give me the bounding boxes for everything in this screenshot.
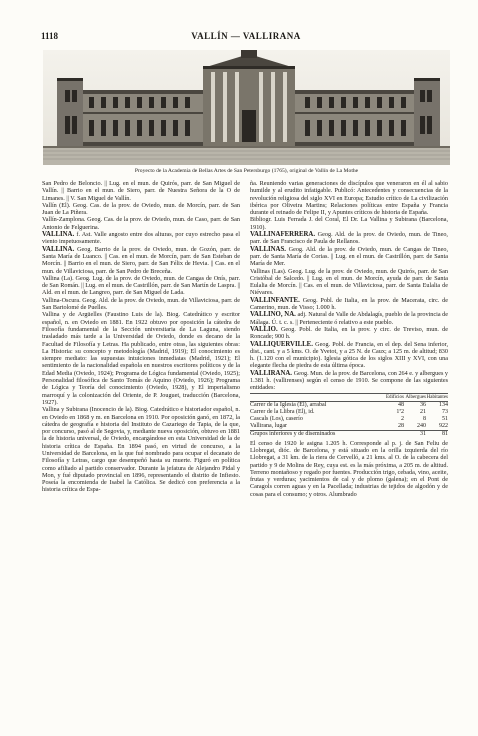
headword: VALLINAS. [250, 245, 289, 253]
table-cell: 73 [442, 408, 448, 415]
headword: VALLINAFERRERA. [250, 231, 318, 239]
entry-paragraph: El censo de 1920 le asigna 1.205 h. Corresponde al p. j. de San Feliu de Llobregat, dióc. de Barcelona, y está situado en la orilla izquierda del río Llobregat, a 31 km. de la riera de Cervelló, a 21 kms. al O. de la cabecera del partido y 9 de Molins de Rey, cuya est. es la más próxima, a 205 m. de altitud. Terreno montañoso y regado por fuentes. Producción trigo, cebada, vino, aceite, frutas y verduras; yacimientos de cal y de plomo (galena); en el Pont de Caragols corren aguas y en la Pacellada; industrias de tejidos de algodón y de cosas para el consumo; y otros. Alumbrado [250, 439, 448, 498]
entry-paragraph: VALLINAS. Geog. Ald. de la prov. de Oviedo, mun. de Cangas de Tineo, parr. de Santa María de Corias. || Lug. en el mun. de Castrillón, parr. de Santa María de Mer. [250, 245, 448, 268]
entry-paragraph: Vallinas (Las). Geog. Lug. de la prov. de Oviedo, mun. de Quirós, parr. de San Cristóbal de Salcedo. || Lug. en el mun. de Morcín, ayuda de parr. de Santa Eulalia de Morcín. || Cas. en el mun. de Villaviciosa, parr. de Santa Eulalia de Niévares. [250, 267, 448, 297]
table-header: Edificios [382, 393, 404, 401]
figure-caption: Proyecto de la Academia de Bellas Artes de San Petersburgo (1765), original de Vallín de La Mothe [134, 168, 359, 174]
page-number: 1118 [41, 31, 59, 41]
headword: VALLINA. [42, 231, 77, 239]
table-row [250, 401, 448, 409]
headword: VALLIQUERVILLE. [250, 340, 316, 348]
table-cell: Carrer de la Llibra (El), id. [250, 408, 315, 415]
table-row [250, 423, 448, 431]
table-cell: 51 [442, 415, 448, 422]
table-cell: 922 [439, 422, 448, 429]
page-header [41, 31, 451, 45]
table-cell: 36 [420, 401, 426, 408]
table-cell: 8 [423, 415, 426, 422]
entry-paragraph: San Pedro de Beloncio. || Lug. en el mun. de Quirós, parr. de San Miguel de Vallín. || Barrio en el mun. de Siero, parr. de Nuestra Señora de la O de Limanes. || V. San Miguel de Vallín. [42, 180, 240, 202]
table-cell: Carrer de la Iglesia (El), arrabal [250, 401, 327, 408]
entry-paragraph: Vallina (La). Geog. Lug. de la prov. de Oviedo, mun. de Cangas de Onís, parr. de San Román. || Lug. en el mun. de Castrillón, parr. de San Martín de Laspra. || Ald. en el mun. de Langreo, parr. de San Miguel de Lada. [42, 274, 240, 297]
entry-paragraph: VALLIO. Geog. Pobl. de Italia, en la prov. y circ. de Treviso, mun. de Roncade; 900 h. [250, 325, 448, 341]
entry-paragraph: VALLINA. f. Ast. Valle angosto entre dos alturas, por cuyo estrecho pasa el viento impetuosamente. [42, 231, 240, 246]
headword: VALLIRANA. [250, 369, 294, 377]
entry-paragraph: VALLINFANTE. Geog. Pobl. de Italia, en la prov. de Macerata, circ. de Camerino, mun. de Visso; 1.000 h. [250, 296, 448, 312]
entry-paragraph: Vallina y de Argüelles (Faustino Luis de la). Biog. Catedrático y escritor español, n. en Oviedo en 1881. En 1922 obtuvo por oposición la cátedra de Filosofía fundamental de la Sección universitaria de La Laguna, siendo trasladado más tarde a la Universidad de Oviedo, donde es decano de la Facultad de Filosofía y Letras. Ha publicado, entre otras, las siguientes obras: La Historia: su concepto y metodología (Madrid, 1919); El conocimiento es siempre mediato: las supuestas intuiciones inmediatas (Madrid, 1921); El sentimiento de la nacionalidad española en nuestros escritores políticos y de la Edad Media (Oviedo, 1924); Programa de Lógica fundamental (Oviedo, 1925); Personalidad filosófica de Santo Tomás de Aquino (Oviedo, 1926); Programa de Lógica y Teoría del conocimiento (Oviedo, 1928), y El imperialismo marroquí y la colonización del Oriente, de P. Jouguet, traducción (Barcelona, 1927). [42, 311, 240, 406]
table-header: Habitantes [426, 394, 448, 400]
table-cell: 31 [404, 430, 426, 438]
table-row [250, 416, 448, 423]
vallirana-entities-table [250, 393, 448, 438]
entry-paragraph: Vallina-Oscura. Geog. Ald. de la prov. de Oviedo, mun. de Villaviciosa, parr. de San Bartolomé de Puelles. [42, 296, 240, 312]
table-cell: Grupos inferiores y de diseminados [250, 430, 382, 438]
entry-paragraph: VALLINO, NA. adj. Natural de Valle de Abdalagís, pueblo de la provincia de Málaga. Ú. t. c. s. || Perteneciente ó relativo a este pueblo. [250, 311, 448, 326]
headword: VALLIO. [250, 325, 281, 333]
table-cell: 28 [398, 422, 404, 429]
academy-building-engraving [43, 50, 450, 165]
table-cell: 240 [417, 422, 426, 429]
entry-paragraph: VALLINA. Geog. Barrio de la prov. de Oviedo, mun. de Gozón, parr. de Santa María de Luanco. || Cas. en el mun. de Morcín, parr. de San Esteban de Morcín. || Barrio en el mun. de Siero, parr. de San Félix de Hevia. || Cas. en el mun. de Villaviciosa, parr. de San Pedro de Breceña. [42, 245, 240, 275]
table-cell: 81 [426, 430, 448, 438]
table-header-row [250, 393, 448, 401]
table-cell: Cascals (Los), caserío [250, 415, 303, 422]
table-cell: 134 [439, 401, 448, 408]
entry-paragraph: Vallín (El). Geog. Cas. de la prov. de Oviedo, mun. de Morcín, parr. de San Juan de La Piñera. [42, 201, 240, 217]
entry-paragraph: VALLIRANA. Geog. Mun. de la prov. de Barcelona, con 264 e. y albergues y 1.381 h. (vallirenses) según el censo de 1910. Se compone de las siguientes entidades: [250, 369, 448, 392]
entry-paragraph: Bibliogr. Luis Ferrada J. del Coral, El Dr. La Vallina y Subirana (Barcelona, 1910). [250, 216, 448, 231]
right-column [250, 180, 448, 728]
table-header: Albergues [405, 394, 426, 400]
table-cell [382, 430, 404, 438]
entry-paragraph: ña. Reuniendo varias generaciones de discípulos que veneraron en él al sabio humilde y al erudito infatigable. Publicó: Antecedentes y consecuencias de la revolución religiosa del siglo XVI en Europa; Estudio crítico de La civilización ibérica por Oliveira Martins; Relaciones políticas entre España y Francia durante el reinado de Felipe II, y Apuntes críticos de historia de España. [250, 180, 448, 217]
entry-paragraph: VALLINAFERRERA. Geog. Ald. de la prov. de Oviedo, mun. de Tineo, parr. de San Francisco de Paula de Rellanos. [250, 231, 448, 246]
table-row [250, 430, 448, 438]
table-cell: 2 [401, 415, 404, 422]
table-cell: 1ª2 [396, 408, 404, 415]
table-cell: 48 [398, 401, 404, 408]
table-cell: 21 [420, 408, 426, 415]
table-row [250, 409, 448, 416]
headword: VALLINFANTE. [250, 296, 303, 304]
entry-paragraph: Vallina y Subirana (Inocencio de la). Biog. Catedrático e historiador español, n. en Oviedo en 1868 y m. en Barcelona en 1910. Por oposición ganó, en 1872, la cátedra de geografía e historia del Instituto de Cazariego de Tapia, de la que, por concurso, pasó al de Segovia, y, mediante nueva oposición, obtuvo en 1881 la de historia universal, de Oviedo, encargándose en esta Universidad de la de historia crítica de España. En 1894 pasó, en virtud de concurso, a la Universidad de Barcelona, en la que fué nombrado para ocupar el decanato de Filosofía y Letras, cargo que desempeñó hasta su muerte. Figuró en política como afiliado al partido conservador. Durante la jefatura de Alejandro Pidal y Mon, y fué diputado provincial en 1896, representando el distrito de Infiesto. Poseía la encomienda de Isabel la Católica. Se dedicó con preferencia a la historia crítica de Espa- [42, 406, 240, 494]
headword: VALLINA. [42, 245, 78, 253]
left-column [42, 180, 240, 728]
table-cell: Vallirana, lugar [250, 422, 287, 429]
headword: VALLINO, NA. [250, 311, 298, 319]
running-head: VALLÍN — VALLIRANA [191, 31, 301, 41]
entry-paragraph: Vallín-Zamplona. Geog. Cas. de la prov. de Oviedo, mun. de Caso, parr. de San Antonio de Felguerina. [42, 216, 240, 231]
entry-paragraph: VALLIQUERVILLE. Geog. Pobl. de Francia, en el dep. del Sena inferior, dist., cant. y a 5 kms. O. de Yvetot, y a 25 N. de Caux; a 125 m. de altitud; 830 h. (1.120 con el municipio). Iglesia gótica de los siglos XIII y XVI, con una elegante flecha de piedra de esta última época. [250, 340, 448, 370]
